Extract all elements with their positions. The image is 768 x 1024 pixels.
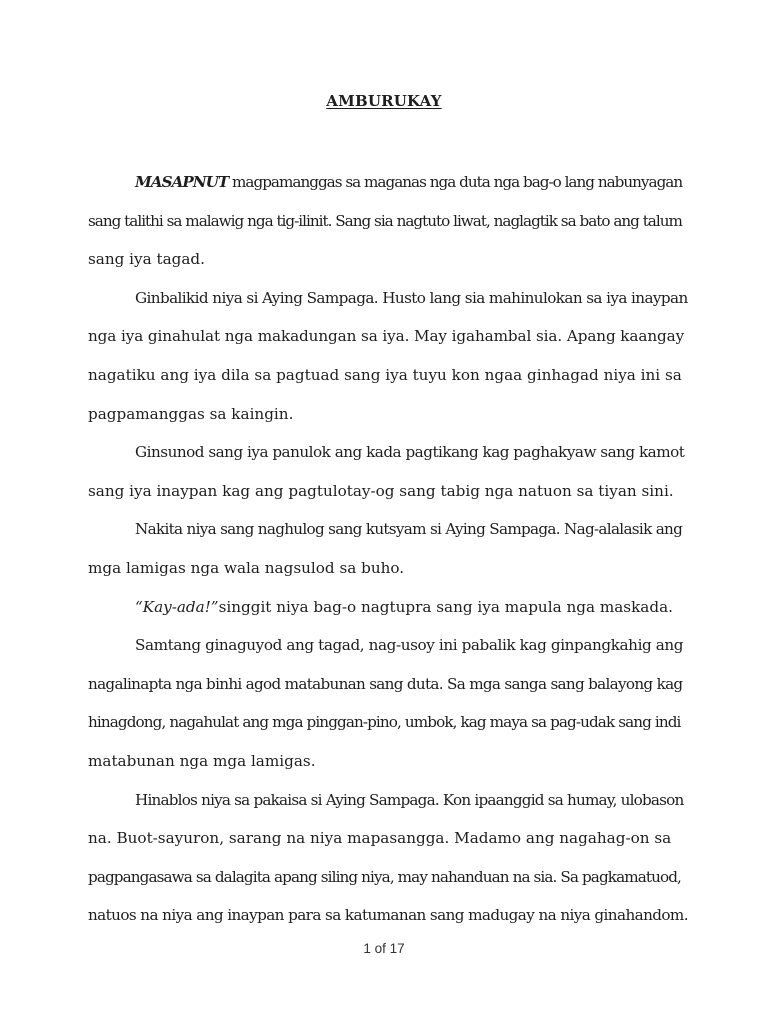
text-line: matabunan nga mga lamigas.	[88, 751, 316, 770]
text-line: sang talithi sa malawig nga tig-ilinit. Sang sia nagtuto liwat, naglagtik sa bato ang talum	[88, 211, 682, 230]
text-line: mga lamigas nga wala nagsulod sa buho.	[88, 558, 405, 577]
text-line: Ginsunod sang iya panulok ang kada pagtikang kag paghakyaw sang kamot	[135, 443, 685, 462]
page-number: 1 of 17	[363, 941, 405, 956]
paragraph-3	[88, 433, 688, 510]
text-line: Samtang ginaguyod ang tagad, nag-usoy ini pabalik kag ginpangkahig ang	[135, 636, 684, 655]
text-line: pagpangasawa sa dalagita apang siling niya, may nahanduan na sia. Sa pagkamatuod,	[88, 867, 681, 886]
paragraph-5	[88, 588, 688, 627]
text-line: nagatiku ang iya dila sa pagtuad sang iya tuyu kon ngaa ginhagad niya ini sa	[88, 365, 682, 384]
text-line: pagpamanggas sa kaingin.	[88, 404, 294, 423]
text-line: MASAPNUT magpamanggas sa maganas nga duta nga bag-o lang nabunyagan	[135, 173, 683, 191]
paragraph-7	[88, 781, 688, 935]
text-line: natuos na niya ang inaypan para sa katumanan sang madugay na niya ginahandom.	[88, 906, 688, 925]
text-line: hinagdong, nagahulat ang mga pinggan-pino, umbok, kag maya sa pag-udak sang indi	[88, 713, 681, 732]
lead-word: MASAPNUT	[135, 173, 229, 191]
text-line: sang iya tagad.	[88, 250, 205, 269]
text-line: nga iya ginahulat nga makadungan sa iya. May igahambal sia. Apang kaangay	[88, 327, 685, 346]
text-line: Ginbalikid niya si Aying Sampaga. Husto lang sia mahinulokan sa iya inaypan	[135, 288, 688, 307]
exclamation: “Kay-ada!”	[135, 597, 219, 616]
paragraph-1	[88, 163, 688, 279]
text-line: Nakita niya sang naghulog sang kutsyam si Aying Sampaga. Nag-alalasik ang	[135, 520, 683, 539]
text-line: nagalinapta nga binhi agod matabunan sang duta. Sa mga sanga sang balayong kag	[88, 674, 683, 693]
text-line: Hinablos niya sa pakaisa si Aying Sampaga. Kon ipaanggid sa humay, ulobason	[135, 790, 684, 809]
paragraph-4	[88, 510, 688, 587]
text-line: sang iya inaypan kag ang pagtulotay-og sang tabig nga natuon sa tiyan sini.	[88, 481, 674, 500]
text-line: “Kay-ada!”singgit niya bag-o nagtupra sang iya mapula nga maskada.	[135, 597, 673, 616]
document-body	[88, 163, 688, 935]
paragraph-6	[88, 626, 688, 780]
text-line: na. Buot-sayuron, sarang na niya mapasangga. Madamo ang nagahag-on sa	[88, 829, 672, 848]
document-title: AMBURUKAY	[326, 92, 442, 110]
paragraph-2	[88, 279, 688, 433]
